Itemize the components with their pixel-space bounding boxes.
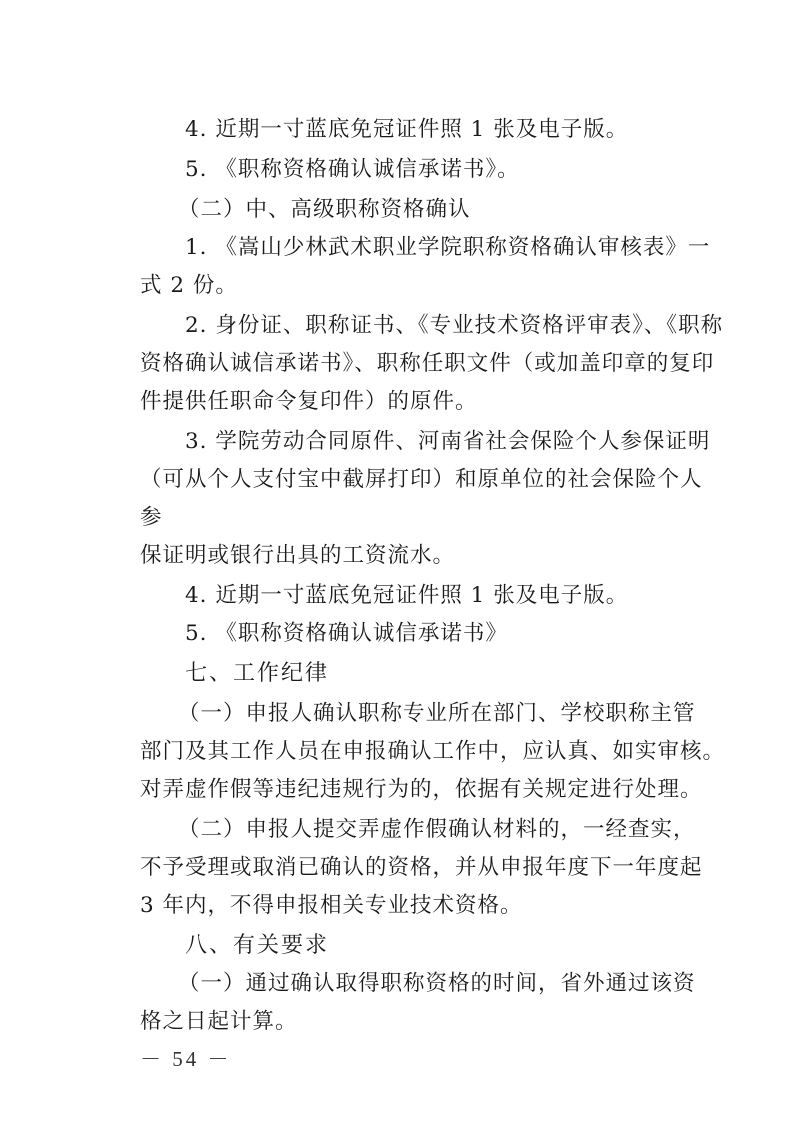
discipline-para1: （一）申报人确认职称专业所在部门、学校职称主管 (178, 701, 696, 726)
item-photo-2: 4. 近期一寸蓝底免冠证件照 1 张及电子版。 (185, 583, 629, 608)
item-id-docs: 2. 身份证、职称证书、《专业技术资格评审表》、《职称 (185, 313, 724, 338)
discipline-para2-cont1: 不予受理或取消已确认的资格，并从申报年度下一年度起 (140, 855, 703, 880)
item-id-docs-cont2: 件提供任职命令复印件）的原件。 (140, 389, 478, 414)
item-pledge-1: 5. 《职称资格确认诚信承诺书》。 (185, 157, 520, 182)
item-review-form: 1. 《嵩山少林武术职业学院职称资格确认审核表》一 (185, 235, 711, 260)
discipline-para1-cont1: 部门及其工作人员在申报确认工作中，应认真、如实审核。 (140, 739, 726, 764)
section-requirements-heading: 八、有关要求 (185, 933, 330, 958)
requirements-para1-cont: 格之日起计算。 (140, 1009, 298, 1034)
discipline-para2-cont2: 3 年内，不得申报相关专业技术资格。 (140, 893, 523, 918)
page-number: － 54 － (140, 1047, 232, 1071)
item-contract-cont3: 保证明或银行出具的工资流水。 (140, 543, 456, 568)
subsection-senior-title: （二）中、高级职称资格确认 (178, 197, 471, 222)
item-contract: 3. 学院劳动合同原件、河南省社会保险个人参保证明 (185, 429, 711, 454)
discipline-para1-cont2: 对弄虚作假等违纪违规行为的，依据有关规定进行处理。 (140, 777, 703, 802)
item-contract-cont1: （可从个人支付宝中截屏打印）和原单位的社会保险个人 (140, 467, 703, 492)
item-photo-1: 4. 近期一寸蓝底免冠证件照 1 张及电子版。 (185, 117, 629, 142)
item-contract-cont2: 参 (140, 505, 163, 530)
item-review-form-cont: 式 2 份。 (140, 273, 238, 298)
item-pledge-2: 5. 《职称资格确认诚信承诺书》 (185, 621, 508, 646)
section-discipline-heading: 七、工作纪律 (185, 661, 330, 686)
discipline-para2: （二）申报人提交弄虚作假确认材料的，一经查实， (178, 817, 696, 842)
requirements-para1: （一）通过确认取得职称资格的时间，省外通过该资 (178, 971, 696, 996)
item-id-docs-cont1: 资格确认诚信承诺书》、职称任职文件（或加盖印章的复印 (140, 351, 715, 376)
